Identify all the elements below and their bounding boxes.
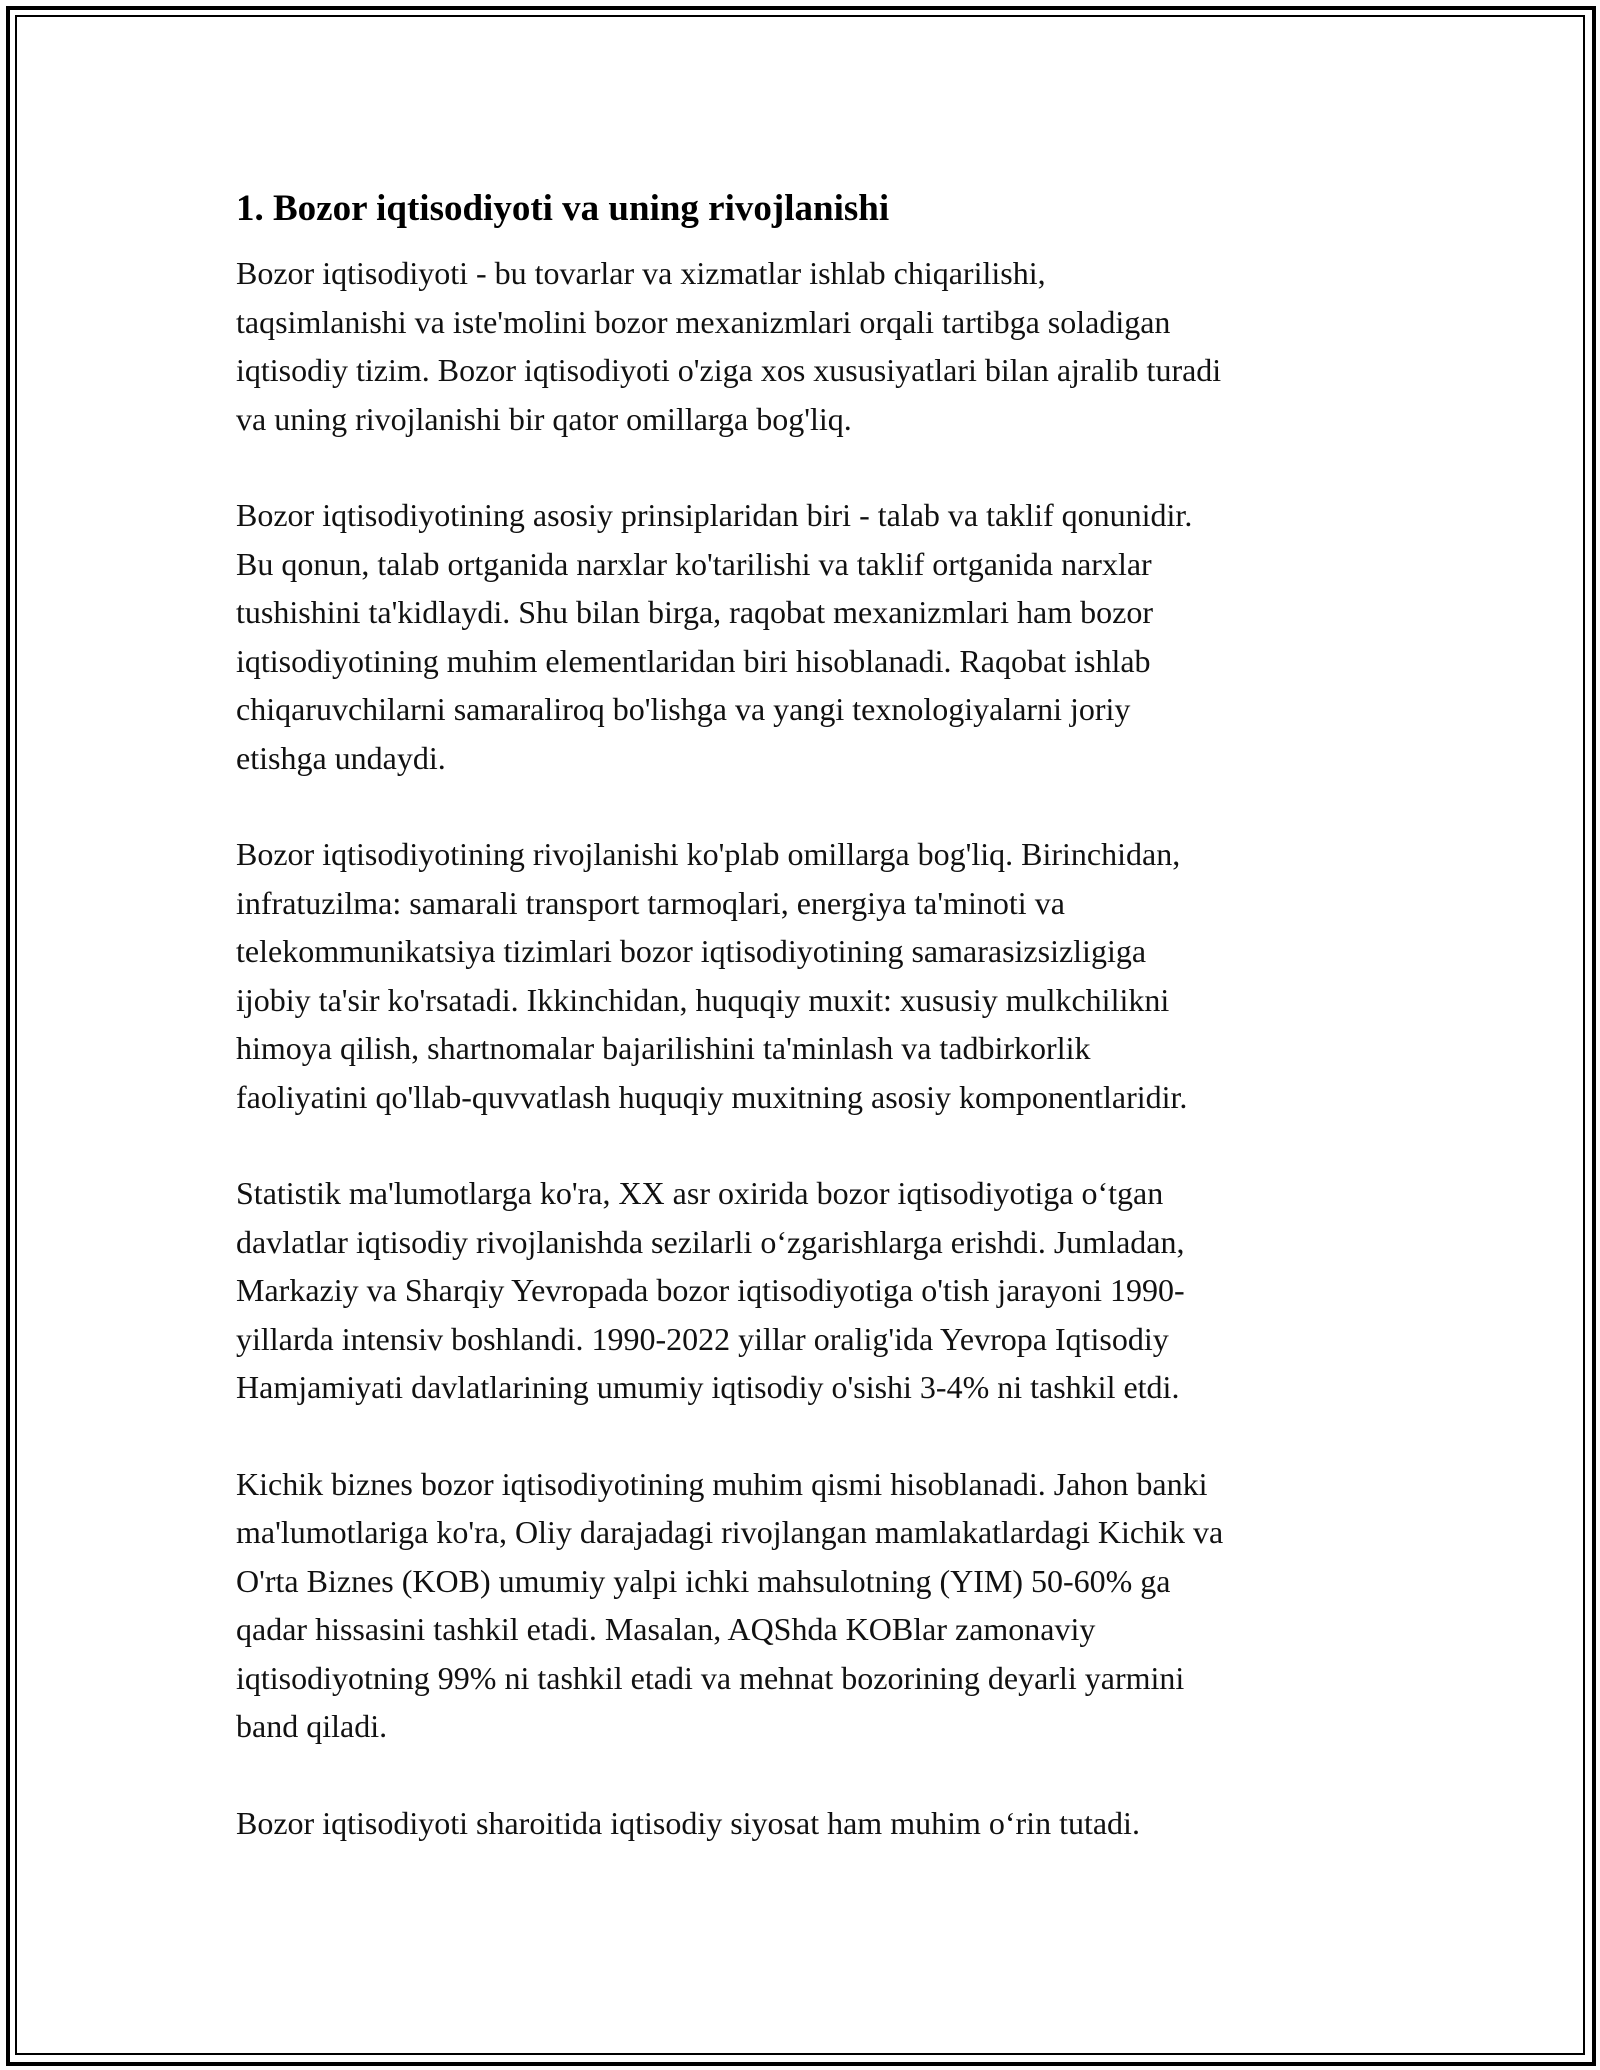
paragraph-line: iqtisodiyotning 99% ni tashkil etadi va mehnat bozorining deyarli yarmini <box>236 1659 1185 1696</box>
paragraph-line: yillarda intensiv boshlandi. 1990-2022 yillar oralig'ida Yevropa Iqtisodiy <box>236 1320 1169 1357</box>
section-heading: 1. Bozor iqtisodiyoti va uning rivojlanishi <box>236 188 890 229</box>
paragraph-line: chiqaruvchilarni samaraliroq bo'lishga va yangi texnologiyalarni joriy <box>236 691 1131 727</box>
paragraph-list <box>236 249 1386 1847</box>
paragraph-line: Kichik biznes bozor iqtisodiyotining muhim qismi hisoblanadi. Jahon banki <box>236 1465 1208 1502</box>
document-body <box>236 185 1386 1895</box>
paragraph-line: qadar hissasini tashkil etadi. Masalan, AQShda KOBlar zamonaviy <box>236 1611 1096 1647</box>
paragraph-line: Hamjamiyati davlatlarining umumiy iqtisodiy o'sishi 3-4% ni tashkil etdi. <box>236 1369 1180 1405</box>
paragraph-line: ma'lumotlariga ko'ra, Oliy darajadagi rivojlangan mamlakatlardagi Kichik va <box>236 1514 1224 1550</box>
paragraph <box>236 491 1386 782</box>
paragraph-line: taqsimlanishi va iste'molini bozor mexanizmlari orqali tartibga soladigan <box>236 303 1171 340</box>
paragraph-line: Bozor iqtisodiyoti sharoitida iqtisodiy siyosat ham muhim o‘rin tutadi. <box>236 1804 1140 1841</box>
paragraph-line: telekommunikatsiya tizimlari bozor iqtisodiyotining samarasizsizligiga <box>236 933 1147 969</box>
paragraph <box>236 1799 1386 1848</box>
paragraph-line: O'rta Biznes (KOB) umumiy yalpi ichki mahsulotning (YIM) 50-60% ga <box>236 1562 1171 1599</box>
paragraph-line: Bozor iqtisodiyotining asosiy prinsiplaridan biri - talab va taklif qonunidir. <box>236 497 1193 533</box>
paragraph-line: davlatlar iqtisodiy rivojlanishda sezilarli o‘zgarishlarga erishdi. Jumladan, <box>236 1223 1185 1260</box>
paragraph-line: tushishini ta'kidlaydi. Shu bilan birga, raqobat mexanizmlari ham bozor <box>236 594 1153 630</box>
paragraph-line: etishga undaydi. <box>236 739 446 776</box>
paragraph-line: Markaziy va Sharqiy Yevropada bozor iqtisodiyotiga o'tish jarayoni 1990- <box>236 1272 1185 1308</box>
paragraph <box>236 830 1386 1121</box>
paragraph-line: iqtisodiy tizim. Bozor iqtisodiyoti o'ziga xos xususiyatlari bilan ajralib turadi <box>236 352 1222 388</box>
paragraph <box>236 1460 1386 1751</box>
paragraph-line: faoliyatini qo'llab-quvvatlash huquqiy muxitning asosiy komponentlaridir. <box>236 1078 1188 1115</box>
paragraph-line: infratuzilma: samarali transport tarmoqlari, energiya ta'minoti va <box>236 884 1065 921</box>
paragraph-line: Statistik ma'lumotlarga ko'ra, XX asr oxirida bozor iqtisodiyotiga o‘tgan <box>236 1175 1164 1211</box>
paragraph-line: Bozor iqtisodiyotining rivojlanishi ko'plab omillarga bog'liq. Birinchidan, <box>236 836 1181 872</box>
paragraph <box>236 1169 1386 1412</box>
paragraph <box>236 249 1386 443</box>
paragraph-line: Bu qonun, talab ortganida narxlar ko'tarilishi va taklif ortganida narxlar <box>236 545 1152 582</box>
paragraph-line: va uning rivojlanishi bir qator omillarga bog'liq. <box>236 400 852 437</box>
paragraph-line: iqtisodiyotining muhim elementlaridan biri hisoblanadi. Raqobat ishlab <box>236 642 1151 679</box>
paragraph-line: Bozor iqtisodiyoti - bu tovarlar va xizmatlar ishlab chiqarilishi, <box>236 255 1046 291</box>
paragraph-line: himoya qilish, shartnomalar bajarilishini ta'minlash va tadbirkorlik <box>236 1030 1091 1066</box>
paragraph-line: band qiladi. <box>236 1708 388 1744</box>
paragraph-line: ijobiy ta'sir ko'rsatadi. Ikkinchidan, huquqiy muxit: xususiy mulkchilikni <box>236 981 1170 1018</box>
